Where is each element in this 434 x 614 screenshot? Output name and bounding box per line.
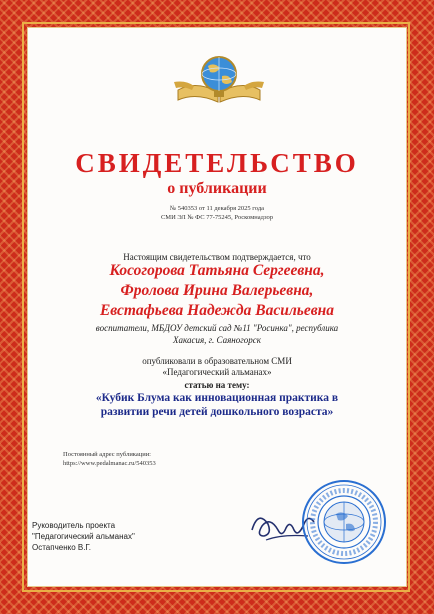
media-registration: СМИ ЭЛ № ФС 77-75245, Роскомнадзор [160,214,274,221]
certificate-title: СВИДЕТЕЛЬСТВО [75,148,359,178]
stamp-seal-icon [300,478,388,566]
globe-book-emblem-icon [172,50,266,116]
position-line: воспитатели, МБДОУ детский сад №11 "Росинка", республика [95,323,339,333]
signer-role: Руководитель проекта [32,521,116,530]
certificate-subtitle: о публикации [167,180,267,197]
publication-url[interactable]: https://www.pedalmanac.ru/540353 [63,460,156,467]
topic-line: развитии речи детей дошкольного возраста» [100,406,334,418]
signer-block [32,520,135,553]
authors-position [40,322,394,346]
author-name: Косогорова Татьяна Сергеевна, [109,262,325,279]
signer-name: Остапченко В.Г. [32,543,92,552]
published-line: опубликовали в образовательном СМИ [142,356,292,366]
lead-text: Настоящим свидетельством подтверждается, что [123,252,311,262]
media-name: «Педагогический альманах» [162,367,272,377]
topic-label: статью на тему: [184,380,250,390]
url-label: Постоянный адрес публикации: [63,451,151,458]
signer-project: "Педагогический альманах" [32,532,135,541]
author-names [27,261,407,321]
author-name: Фролова Ирина Валерьевна, [120,282,314,299]
author-name: Евстафьева Надежда Васильевна [99,302,335,319]
article-topic [40,391,394,419]
topic-line: «Кубик Блума как инновационная практика в [95,392,339,404]
registration-number: № 540353 от 11 декабря 2025 года [169,205,265,212]
position-line: Хакасия, г. Саяногорск [173,335,261,345]
publication-info [27,356,407,378]
publication-url-block [63,450,156,468]
